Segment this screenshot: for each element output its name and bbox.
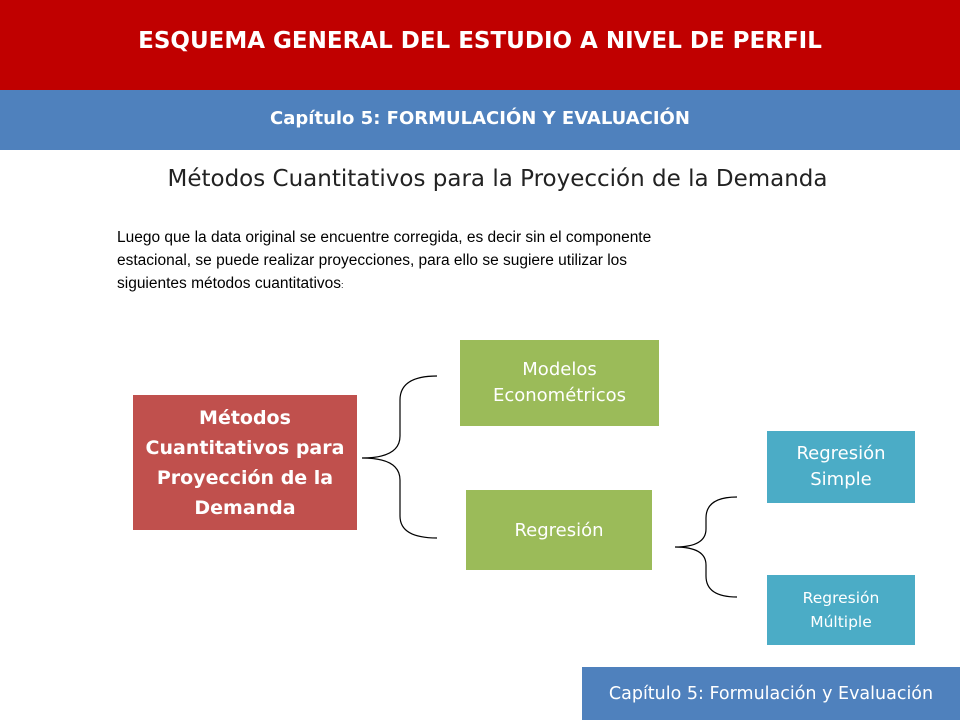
intro-line-3-text: siguientes métodos cuantitativos	[117, 275, 342, 292]
page-title: ESQUEMA GENERAL DEL ESTUDIO A NIVEL DE PERFIL	[138, 28, 822, 54]
multiple-regression-line-1: Regresión	[802, 589, 880, 607]
simple-regression-line-1: Regresión	[796, 443, 886, 464]
brace-regression	[675, 497, 737, 597]
root-line-1: Métodos	[199, 406, 291, 429]
simple-regression-box	[767, 431, 915, 503]
intro-colon: :	[341, 280, 344, 290]
regression-box	[466, 490, 652, 570]
root-line-2: Cuantitativos para	[145, 436, 345, 459]
econometric-line-2: Econométricos	[492, 385, 627, 406]
section-title: Métodos Cuantitativos para la Proyección de la Demanda	[167, 166, 828, 192]
econometric-line-1: Modelos	[522, 359, 597, 380]
econometric-models-box	[460, 340, 659, 426]
multiple-regression-line-2: Múltiple	[810, 613, 872, 631]
regression-label: Regresión	[514, 519, 604, 541]
root-line-3: Proyección de la	[156, 466, 334, 489]
footer-chapter-label: Capítulo 5: Formulación y Evaluación	[582, 667, 960, 720]
intro-line-2: estacional, se puede realizar proyecciones, para ello se sugiere utilizar los	[117, 252, 628, 269]
simple-regression-line-2: Simple	[810, 469, 872, 490]
root-method-box	[133, 395, 357, 530]
intro-line-1: Luego que la data original se encuentre corregida, es decir sin el componente	[117, 229, 652, 246]
multiple-regression-box	[767, 575, 915, 645]
root-line-4: Demanda	[194, 496, 296, 519]
brace-root	[362, 376, 437, 538]
chapter-title: Capítulo 5: FORMULACIÓN Y EVALUACIÓN	[270, 108, 690, 129]
